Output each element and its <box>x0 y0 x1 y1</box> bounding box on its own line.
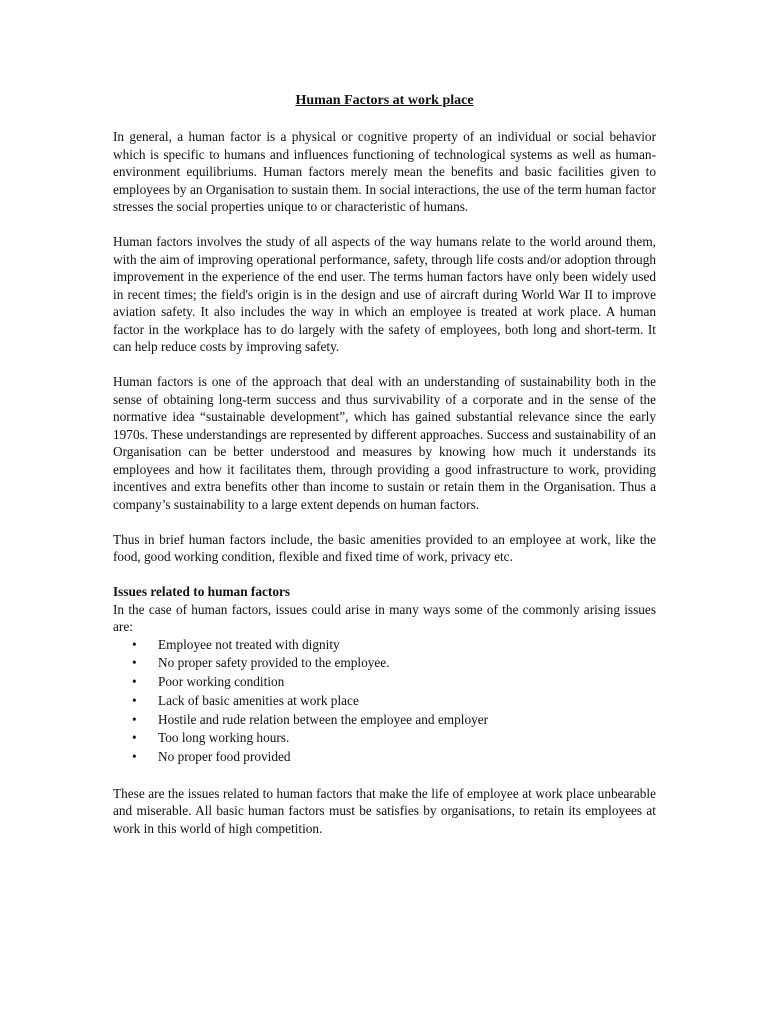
list-item-text: No proper safety provided to the employee. <box>158 655 390 671</box>
bullet-icon: • <box>132 711 137 727</box>
list-item-text: Too long working hours. <box>158 730 290 746</box>
issues-list <box>113 636 656 768</box>
paragraph-study: Human factors involves the study of all aspects of the way humans relate to the world around them, with the aim of improving operational performance, safety, through life costs and/or adoption through improvement in the experience of the end user. The terms human factors have only been widely used in recent times; the field's origin is in the design and use of aircraft during World War II to improve aviation safety. It also includes the way in which an employee is treated at work place. A human factor in the workplace has to do largely with the safety of employees, both long and short-term. It can help reduce costs by improving safety. <box>113 234 656 354</box>
list-item-text: Lack of basic amenities at work place <box>158 692 359 708</box>
list-item <box>113 729 656 748</box>
document-page <box>113 92 656 855</box>
paragraph-intro: In general, a human factor is a physical or cognitive property of an individual or social behavior which is specific to humans and influences functioning of technological systems as well as human-environment equilibriums. Human factors merely mean the benefits and basic facilities given to employees by an Organisation to sustain them. In social interactions, the use of the term human factor stresses the social properties unique to or characteristic of humans. <box>113 129 656 214</box>
bullet-icon: • <box>132 749 137 765</box>
paragraph-sustainability: Human factors is one of the approach that deal with an understanding of sustainability both in the sense of obtaining long-term success and thus survivability of a corporate and in the sense of the normative idea “sustainable development”, which has gained substantial relevance since the early 1970s. These understandings are represented by different approaches. Success and sustainability of an Organisation can be better understood and measures by knowing how much it understands its employees and how it facilitates them, through providing a good infrastructure to work, providing incentives and extra benefits other than income to sustain or retain them in the Organisation. Thus a company’s sustainability to a large extent depends on human factors. <box>113 374 656 512</box>
list-item <box>113 654 656 673</box>
document-title: Human Factors at work place <box>295 93 474 108</box>
paragraph-summary: Thus in brief human factors include, the basic amenities provided to an employee at work, like the food, good working condition, flexible and fixed time of work, privacy etc. <box>113 531 656 564</box>
bullet-icon: • <box>132 655 137 671</box>
list-item <box>113 636 656 655</box>
bullet-icon: • <box>132 636 137 652</box>
list-item <box>113 673 656 692</box>
list-item <box>113 692 656 711</box>
issues-intro: In the case of human factors, issues could arise in many ways some of the commonly arising issues are: <box>113 601 656 634</box>
list-item-text: No proper food provided <box>158 749 291 765</box>
bullet-icon: • <box>132 730 137 746</box>
paragraph-conclusion: These are the issues related to human factors that make the life of employee at work place unbearable and miserable. All basic human factors must be satisfies by organisations, to retain its employees at work in this world of high competition. <box>113 785 656 836</box>
bullet-icon: • <box>132 674 137 690</box>
list-item <box>113 711 656 730</box>
list-item-text: Poor working condition <box>158 674 285 690</box>
bullet-icon: • <box>132 692 137 708</box>
list-item-text: Employee not treated with dignity <box>158 636 340 652</box>
list-item-text: Hostile and rude relation between the employee and employer <box>158 711 489 727</box>
list-item <box>113 748 656 767</box>
issues-heading: Issues related to human factors <box>113 584 291 599</box>
